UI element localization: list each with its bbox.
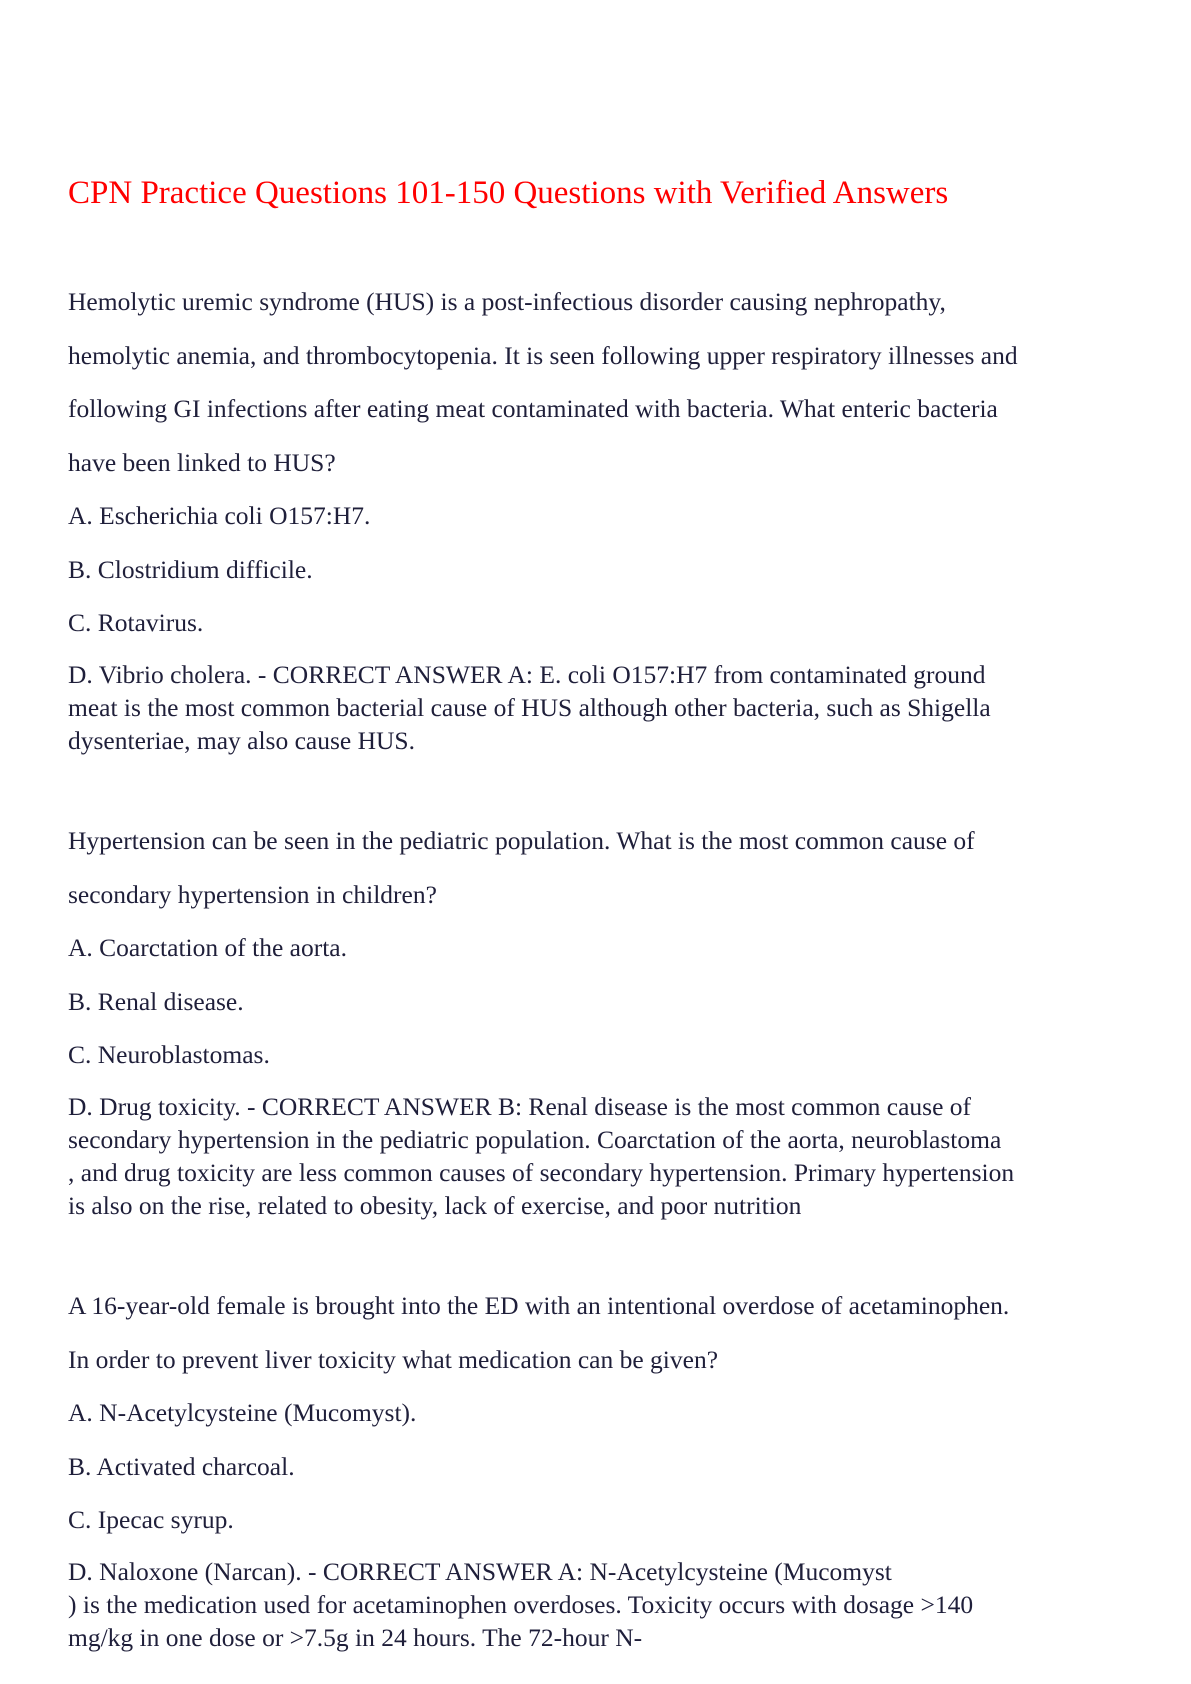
question-block xyxy=(68,814,1128,1222)
answer-option: C. Rotavirus. xyxy=(68,608,204,637)
answer-option: C. Neuroblastomas. xyxy=(68,1040,270,1069)
question-block xyxy=(68,275,1128,757)
answer-line: dysenteriae, may also cause HUS. xyxy=(68,725,415,755)
answer-option: B. Activated charcoal. xyxy=(68,1451,295,1481)
answer-line: mg/kg in one dose or >7.5g in 24 hours. The 72-hour N- xyxy=(68,1622,643,1652)
question-stem-line: In order to prevent liver toxicity what medication can be given? xyxy=(68,1344,719,1374)
correct-answer-explanation xyxy=(68,1555,1128,1654)
answer-option: B. Clostridium difficile. xyxy=(68,554,313,584)
question-stem-line: following GI infections after eating meat contaminated with bacteria. What enteric bacteria xyxy=(68,394,998,423)
question-stem-line: Hemolytic uremic syndrome (HUS) is a post-infectious disorder causing nephropathy, xyxy=(68,287,946,316)
answer-line: , and drug toxicity are less common causes of secondary hypertension. Primary hypertension xyxy=(68,1157,1015,1187)
answer-line: D. Drug toxicity. - CORRECT ANSWER B: Renal disease is the most common cause of xyxy=(68,1091,972,1121)
answer-option: C. Ipecac syrup. xyxy=(68,1505,234,1534)
question-stem-line: have been linked to HUS? xyxy=(68,447,336,477)
question-block xyxy=(68,1279,1128,1654)
answer-option: B. Renal disease. xyxy=(68,986,244,1016)
answer-line: secondary hypertension in the pediatric population. Coarctation of the aorta, neuroblastoma xyxy=(68,1124,1002,1154)
answer-line: ) is the medication used for acetaminophen overdoses. Toxicity occurs with dosage >140 xyxy=(68,1589,974,1619)
correct-answer-explanation xyxy=(68,1090,1128,1222)
answer-line: meat is the most common bacterial cause of HUS although other bacteria, such as Shigella xyxy=(68,692,991,722)
answer-option: A. Escherichia coli O157:H7. xyxy=(68,501,371,530)
question-stem-line: hemolytic anemia, and thrombocytopenia. It is seen following upper respiratory illnesses and xyxy=(68,340,1018,370)
question-stem-line: A 16-year-old female is brought into the ED with an intentional overdose of acetaminophen. xyxy=(68,1291,1010,1320)
question-stem-line: Hypertension can be seen in the pediatric population. What is the most common cause of xyxy=(68,826,975,855)
answer-line: D. Vibrio cholera. - CORRECT ANSWER A: E. coli O157:H7 from contaminated ground xyxy=(68,659,986,689)
correct-answer-explanation xyxy=(68,658,1128,757)
question-stem-line: secondary hypertension in children? xyxy=(68,879,437,909)
answer-line: is also on the rise, related to obesity, lack of exercise, and poor nutrition xyxy=(68,1190,802,1220)
answer-line: D. Naloxone (Narcan). - CORRECT ANSWER A: N-Acetylcysteine (Mucomyst xyxy=(68,1556,892,1586)
answer-option: A. N-Acetylcysteine (Mucomyst). xyxy=(68,1398,417,1427)
answer-option: A. Coarctation of the aorta. xyxy=(68,933,347,962)
page-title: CPN Practice Questions 101-150 Questions with Verified Answers xyxy=(68,175,949,211)
